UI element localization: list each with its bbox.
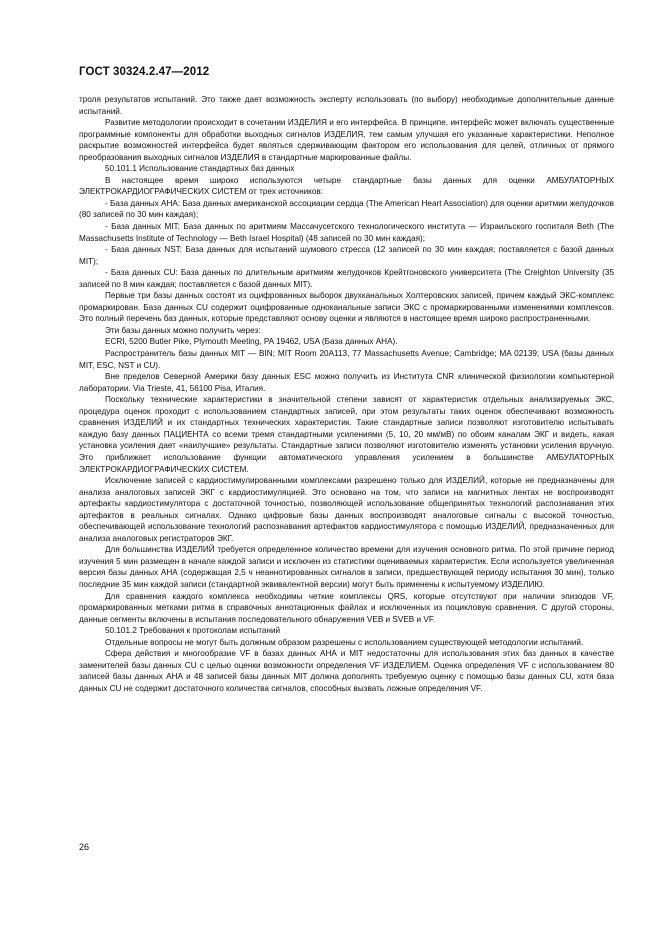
paragraph: Распространитель базы данных MIT — BIN; MIT Room 20A113, 77 Massachusetts Avenue; Cambridge; MA 02139; USA (базы данных MIT, ESC, NST и CU).: [79, 349, 614, 370]
paragraph: троля результатов испытаний. Это также дает возможность эксперту использовать (по выбору) необходимые дополнительные данные испытаний.: [79, 95, 614, 116]
document-body: [79, 94, 614, 694]
paragraph: ECRI, 5200 Butler Pike, Plymouth Meeting, PA 19462, USA (База данных АНА).: [105, 337, 398, 347]
document-title: ГОСТ 30324.2.47—2012: [79, 66, 210, 78]
paragraph: Эти базы данных можно получить через:: [105, 325, 261, 335]
section-heading: 50.101.1 Использование стандартных баз данных: [105, 164, 295, 174]
list-item: - База данных MIT: База данных по аритмиям Массачусетского технологического института — Израильского госпиталя Beth (The Massachusetts Institute of Technology — Beth Israel Hospital) (48 записей по 30 мин каждая);: [79, 222, 614, 243]
paragraph: Первые три базы данных состоят из оцифрованных выборок двухканальных Холтеровских записей, причем каждый ЭКС-комплекс промаркирован. База данных CU содержит оцифрованные одноканальные записи ЭКС с промаркированными изменениями комплексов. Это полный перечень баз данных, которые представляют основу оценки и являются в настоящее время широко распространенными.: [79, 291, 614, 324]
paragraph: Отдельные вопросы не могут быть должным образом разрешены с использованием существующей методологии испытаний.: [105, 637, 584, 647]
paragraph: Развитие методологии происходит в сочетании ИЗДЕЛИЯ и его интерфейса. В принципе, интерфейс может включать существенные программные компоненты для обработки выходных сигналов ИЗДЕЛИЯ, тем самым улучшая его указанные характеристики. Неполное раскрытие возможностей интерфейса будет являться сдерживающим фактором его использования для целей, отличных от прямого преобразования выходных сигналов ИЗДЕЛИЯ в стандартные маркированные файлы.: [79, 118, 614, 162]
section-heading: 50.101.2 Требования к протоколам испытаний: [105, 626, 281, 636]
paragraph: Для сравнения каждого комплекса необходимы четкие комплексы QRS, которые отсутствуют при наличии эпизодов VF, промаркированных метками ритма в справочных аннотационных файлах и исключенных из поцикловую сравнения. С другой стороны, данные сегменты включены в испытания последовательного обнаружения VEB и SVEB и VF.: [79, 591, 614, 624]
paragraph: Поскольку технические характеристики в значительной степени зависят от характеристик отдельных анализируемых ЭКС, процедура оценок проходит с использованием стандартных записей, при этом результаты таких оценок обеспечивают возможность сравнения ИЗДЕЛИЙ и их стандартных технических характеристик. Такие стандартные записи позволяют изготовителю испытывать каждую базу данных ПАЦИЕНТА со всеми тремя стандартными усилениями (5, 10, 20 мм/мВ) по обоим каналам ЭКГ и видеть, какая установка усиления дает «наилучшие» результаты. Стандартные записи позволяют изготовителю изменять установки усиления вручную. Это приближает использование функции автоматического управления усилением в большинстве АМБУЛАТОРНЫХ ЭЛЕКТРОКАРДИОГРАФИЧЕСКИХ СИСТЕМ.: [79, 395, 614, 474]
list-item: - База данных CU: База данных по длительным аритмиям желудочков Крейтгоновского университета (The Creighton University (35 записей по 8 мин каждая; поставляется с базой данных MIT).: [79, 268, 614, 289]
page-number: 26: [79, 842, 90, 852]
paragraph: Для большинства ИЗДЕЛИЙ требуется определенное количество времени для изучения основного ритма. По этой причине период изучения 5 мин размещен в начале каждой записи и исключен из статистики оцениваемых характеристик. Если используется увеличенная версия базы данных АНА (содержащая 2,5 ч неаннотированных сигналов в записи, предшествующей периоду испытания 30 мин), только последние 35 мин каждой записи (стандартной эквивалентной версии) могут быть применены к испытуемому ИЗДЕЛИЮ.: [79, 545, 614, 589]
paragraph: Исключение записей с кардиостимулированными комплексами разрешено только для ИЗДЕЛИЙ, которые не предназначены для анализа аналоговых записей ЭКГ с кардиостимуляцией. Это основано на том, что записи на магнитных лентах не воспроизводят артефакты кардиостимулятора с достаточной точностью, позволяющей использование общепринятых технологий распознавания этих артефактов в реальных сигналах. Однако цифровые базы данных воспроизводят аналоговые сигналы с высокой точностью, обеспечивающей использование технологий распознавания артефактов кардиостимулятора с помощью ИЗДЕЛИЙ, предназначенных для анализа аналоговых регистраторов ЭКГ.: [79, 476, 614, 543]
paragraph: В настоящее время широко используются четыре стандартные базы данных для оценки АМБУЛАТОРНЫХ ЭЛЕКТРОКАРДИОГРАФИЧЕСКИХ СИСТЕМ от трех источников:: [79, 175, 614, 197]
paragraph: Вне пределов Северной Америки базу данных ESC можно получить из Института CNR клинической физиологии компьютерной лаборатории. Via Trieste, 41, 56100 Pisa, Италия.: [79, 372, 614, 393]
list-item: - База данных АНА: База данных американской ассоциации сердца (The American Heart Association) для оценки аритмии желудочков (80 записей по 30 мин каждая);: [79, 198, 614, 220]
paragraph: Сфера действия и многообразие VF в базах данных АНА и MIT недостаточны для использования этих баз данных в качестве заменителей базы данных CU с целью оценки возможности определения VF ИЗДЕЛИЕМ. Оценка определения VF с использованием 80 записей базы данных АНА и 48 записей базы данных MIT должна дополнять требуемую оценку с помощью базы данных CU, хотя база данных CU не содержит достаточного количества сигналов, способных вызвать ложные определения VF.: [79, 649, 614, 693]
list-item: - База данных NST: База данных для испытаний шумового стресса (12 записей по 30 мин каждая; поставляется с базой данных MIT);: [79, 245, 614, 266]
